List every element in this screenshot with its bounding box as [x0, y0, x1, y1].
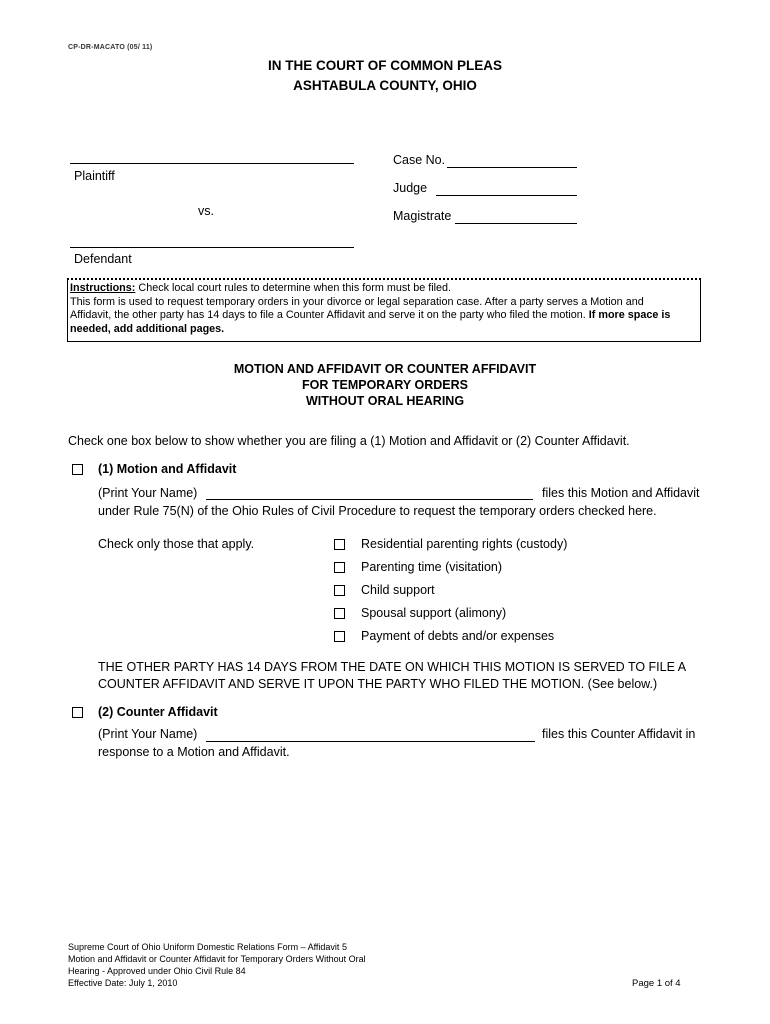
instructions-heading: Instructions:: [70, 282, 136, 294]
vs-label: vs.: [198, 204, 214, 218]
section2-print-name-label: (Print Your Name): [98, 727, 198, 741]
plaintiff-label: Plaintiff: [74, 169, 115, 183]
section2-heading: (2) Counter Affidavit: [98, 705, 218, 719]
case-no-label: Case No.: [393, 153, 446, 167]
section2-response-text: response to a Motion and Affidavit.: [98, 745, 290, 759]
page-number: Page 1 of 4: [632, 978, 681, 989]
instructions-line-1: [70, 282, 698, 296]
visitation-checkbox[interactable]: [334, 562, 345, 573]
section1-print-name-label: (Print Your Name): [98, 486, 198, 500]
counter-affidavit-checkbox[interactable]: [72, 707, 83, 718]
instructions-text-1: Check local court rules to determine when this form must be filed.: [135, 282, 452, 294]
case-no-field[interactable]: [447, 167, 577, 168]
custody-checkbox[interactable]: [334, 539, 345, 550]
defendant-line[interactable]: [70, 247, 354, 248]
footer-line-1: Supreme Court of Ohio Uniform Domestic Relations Form – Affidavit 5: [68, 942, 347, 952]
child-support-checkbox[interactable]: [334, 585, 345, 596]
form-title-line-2: FOR TEMPORARY ORDERS: [302, 378, 468, 392]
section2-files-text: files this Counter Affidavit in: [542, 727, 696, 741]
debts-checkbox[interactable]: [334, 631, 345, 642]
instructions-line-4: [70, 323, 698, 337]
section1-heading: (1) Motion and Affidavit: [98, 462, 237, 476]
section1-name-field[interactable]: [206, 499, 533, 500]
form-title-line-1: MOTION AND AFFIDAVIT OR COUNTER AFFIDAVIT: [233, 362, 537, 376]
section1-files-text: files this Motion and Affidavit: [542, 486, 700, 500]
option-spousal-support: Spousal support (alimony): [361, 606, 507, 620]
option-debts: Payment of debts and/or expenses: [361, 629, 555, 643]
judge-field[interactable]: [436, 195, 577, 196]
check-only-label: Check only those that apply.: [98, 537, 255, 551]
spousal-support-checkbox[interactable]: [334, 608, 345, 619]
form-title-line-3: WITHOUT ORAL HEARING: [305, 394, 465, 408]
intro-text: Check one box below to show whether you are filing a (1) Motion and Affidavit or (2) Counter Affidavit.: [68, 434, 630, 448]
section1-rule-text: under Rule 75(N) of the Ohio Rules of Civil Procedure to request the temporary orders checked here.: [98, 504, 657, 518]
court-name: IN THE COURT OF COMMON PLEAS: [268, 58, 502, 73]
section2-name-field[interactable]: [206, 741, 535, 742]
instructions-box: [67, 278, 701, 342]
defendant-label: Defendant: [74, 252, 132, 266]
instructions-bold-3: If more space is: [588, 309, 671, 322]
notice-line-1: THE OTHER PARTY HAS 14 DAYS FROM THE DATE ON WHICH THIS MOTION IS SERVED TO FILE A: [98, 660, 687, 674]
magistrate-label: Magistrate: [393, 209, 452, 223]
footer-line-2: Motion and Affidavit or Counter Affidavit for Temporary Orders Without Oral: [68, 954, 366, 964]
option-custody: Residential parenting rights (custody): [361, 537, 568, 551]
judge-label: Judge: [393, 181, 428, 195]
plaintiff-line[interactable]: [70, 163, 354, 164]
instructions-bold-4: needed, add additional pages.: [70, 322, 225, 335]
motion-affidavit-checkbox[interactable]: [72, 464, 83, 475]
instructions-line-2: This form is used to request temporary orders in your divorce or legal separation case. After a party serves a Motion and: [70, 295, 644, 308]
form-code: CP-DR-MACATO (05/ 11): [68, 44, 153, 51]
county-name: ASHTABULA COUNTY, OHIO: [293, 78, 477, 93]
footer-line-3: Hearing - Approved under Ohio Civil Rule 84: [68, 966, 246, 976]
magistrate-field[interactable]: [455, 223, 577, 224]
option-visitation: Parenting time (visitation): [361, 560, 503, 574]
instructions-text-3: Affidavit, the other party has 14 days to file a Counter Affidavit and serve it on the party who filed the motion.: [70, 309, 589, 322]
notice-line-2: COUNTER AFFIDAVIT AND SERVE IT UPON THE PARTY WHO FILED THE MOTION. (See below.): [98, 677, 658, 691]
option-child-support: Child support: [361, 583, 435, 597]
footer-line-4: Effective Date: July 1, 2010: [68, 978, 178, 988]
instructions-line-3: [70, 309, 698, 323]
